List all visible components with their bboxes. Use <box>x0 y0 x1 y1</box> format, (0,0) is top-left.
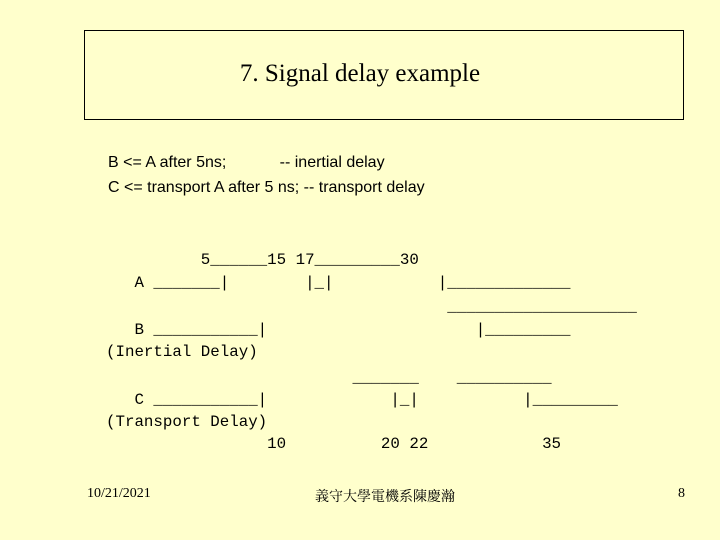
footer-date: 10/21/2021 <box>87 486 151 501</box>
footer-page-number: 8 <box>678 486 685 501</box>
code-line-inertial: B <= A after 5ns; -- inertial delay <box>108 154 385 171</box>
slide-title: 7. Signal delay example <box>239 60 481 87</box>
waveform-line-a: A _______| |_| |_____________ <box>106 274 571 292</box>
footer-institution: 義守大學電機系陳慶瀚 <box>315 490 455 505</box>
waveform-line-c-top: _______ __________ <box>106 369 552 387</box>
code-line-transport: C <= transport A after 5 ns; -- transport delay <box>108 179 425 196</box>
waveform-label-inertial: (Inertial Delay) <box>106 343 258 361</box>
waveform-line-b: B ___________| |_________ <box>106 321 571 339</box>
waveform-label-transport: (Transport Delay) <box>106 413 268 431</box>
waveform-line-a-top: 5______15 17_________30 <box>106 251 419 269</box>
waveform-line-c: C ___________| |_| |_________ <box>106 391 618 409</box>
waveform-line-b-top: ____________________ <box>106 298 637 316</box>
waveform-time-labels: 10 20 22 35 <box>106 435 562 453</box>
